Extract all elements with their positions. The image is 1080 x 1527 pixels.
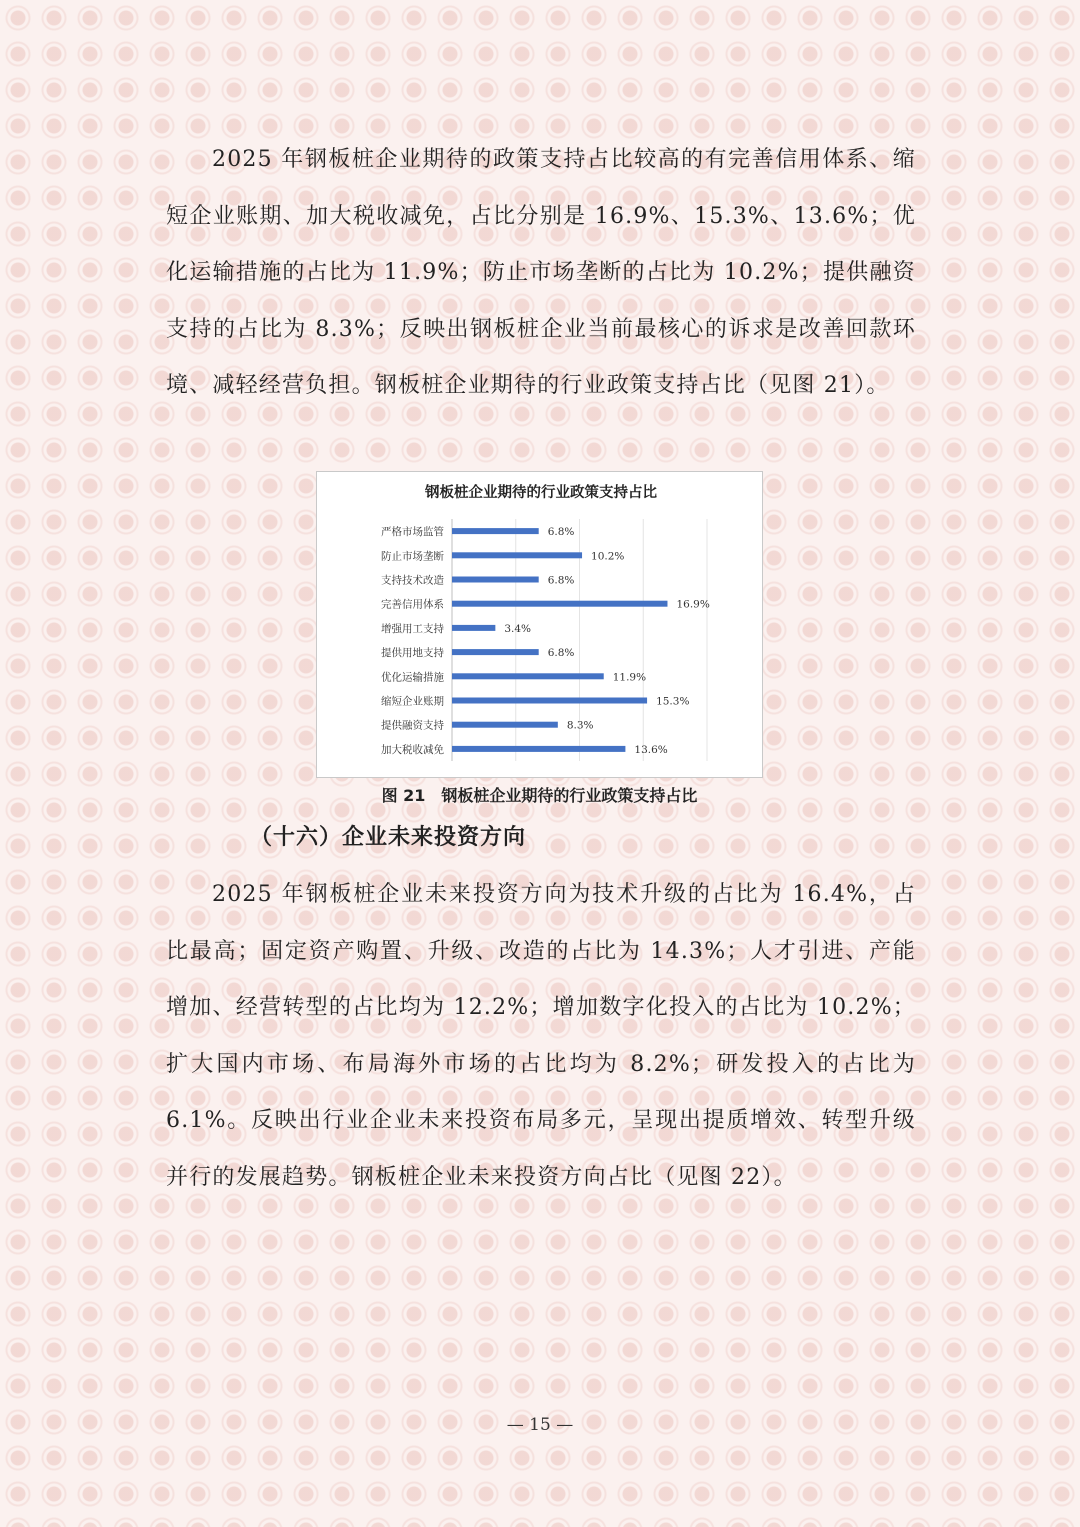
- category-label: 防止市场垄断: [381, 550, 444, 563]
- bar-1: [452, 528, 539, 534]
- bar-10: [452, 746, 625, 752]
- bar-7: [452, 673, 604, 679]
- bar-4: [452, 601, 667, 607]
- data-label: 16.9%: [676, 598, 710, 611]
- paragraph-investment-direction: [166, 867, 916, 1207]
- bar-chart-svg: [317, 472, 764, 779]
- data-label: 8.3%: [566, 719, 594, 732]
- category-label: 严格市场监管: [381, 526, 444, 539]
- category-label: 提供融资支持: [381, 719, 444, 732]
- chart-category-labels: [381, 525, 444, 756]
- chart-title: 钢板桩企业期待的行业政策支持占比: [425, 484, 657, 501]
- category-label: 增强用工支持: [381, 622, 444, 635]
- chart-bars: [452, 528, 667, 752]
- data-label: 6.8%: [547, 574, 575, 587]
- category-label: 缩短企业账期: [381, 695, 444, 708]
- section-heading: （十六）企业未来投资方向: [250, 825, 527, 850]
- category-label: 完善信用体系: [381, 598, 444, 611]
- category-label: 支持技术改造: [381, 574, 444, 587]
- data-label: 11.9%: [612, 671, 647, 684]
- data-label: 3.4%: [504, 622, 532, 635]
- policy-support-chart: [316, 471, 763, 778]
- paragraph-policy-support-text: 2025 年钢板桩企业期待的政策支持占比较高的有完善信用体系、缩短企业账期、加大税收减免，占比分别是 16.9%、15.3%、13.6%；优化运输措施的占比为 11.9%；防止市场垄断的占比为 10.2%；提供融资支持的占比为 8.3%；反映出钢板桩企业当前最核心的诉求是改善回款环境、减轻经营负担。钢板桩企业期待的行业政策支持占比（见图 21）。: [166, 147, 916, 399]
- paragraph-investment-direction-text: 2025 年钢板桩企业未来投资方向为技术升级的占比为 16.4%，占比最高；固定资产购置、升级、改造的占比为 14.3%；人才引进、产能增加、经营转型的占比均为 12.2%；增加数字化投入的占比为 10.2%；扩大国内市场、布局海外市场的占比均为 8.2%；研发投入的占比为 6.1%。反映出行业企业未来投资布局多元，呈现出提质增效、转型升级并行的发展趋势。钢板桩企业未来投资方向占比（见图 22）。: [166, 882, 916, 1190]
- data-label: 15.3%: [656, 695, 690, 708]
- figure-caption: 图 21 钢板桩企业期待的行业政策支持占比: [381, 786, 698, 805]
- bar-5: [452, 625, 495, 631]
- bar-9: [452, 722, 558, 728]
- page-number: — 15 —: [506, 1415, 574, 1435]
- data-label: 10.2%: [591, 550, 625, 563]
- category-label: 加大税收减免: [381, 743, 444, 756]
- data-label: 6.8%: [547, 526, 575, 539]
- paragraph-policy-support: [166, 132, 916, 415]
- chart-data-labels: [504, 526, 710, 756]
- bar-3: [452, 577, 539, 583]
- bar-8: [452, 698, 647, 704]
- data-label: 13.6%: [634, 743, 668, 756]
- category-label: 优化运输措施: [381, 671, 444, 684]
- bar-6: [452, 649, 539, 655]
- category-label: 提供用地支持: [381, 647, 444, 660]
- data-label: 6.8%: [547, 647, 575, 660]
- bar-2: [452, 552, 582, 558]
